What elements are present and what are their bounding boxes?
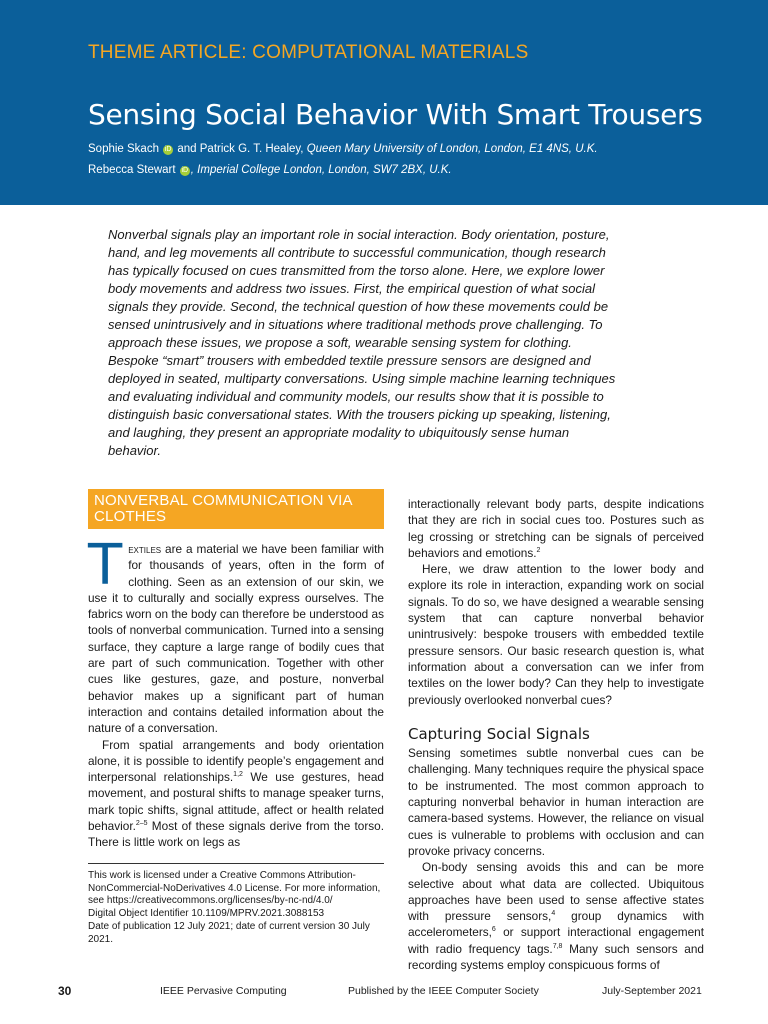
paragraph — [88, 533, 384, 737]
page-number: 30 — [58, 984, 72, 998]
paragraph — [88, 737, 384, 851]
citation[interactable]: 1,2 — [233, 771, 243, 779]
doi-text: Digital Object Identifier 10.1109/MPRV.2021.3088153 — [88, 908, 325, 920]
authors-line-2 — [88, 164, 452, 176]
drop-cap: T — [88, 533, 123, 598]
section-heading: NONVERBAL COMMUNICATION VIA CLOTHES — [88, 489, 384, 529]
paragraph-text: On-body sensing avoids this and can be more selective about what data are collected. Ubiquitous approaches have been used to sense affective states with pressure sensors, — [408, 860, 704, 924]
paragraph — [408, 496, 704, 561]
paragraph: Sensing sometimes subtle nonverbal cues can be challenging. Many techniques require the physical space to be instrumented. The most common approach to capturing nonverbal behavior in human interaction are camera-based systems. However, the reliance on visual cues is vulnerable to problems with occlusion and can provoke privacy concerns. — [408, 746, 704, 858]
paragraph-text: group dynamics with accelerometers, — [408, 909, 705, 940]
authors-line-1 — [88, 143, 598, 155]
paragraph-text: or support interactional engagement with radio frequency tags. — [408, 925, 704, 956]
author-name: Rebecca Stewart — [88, 164, 176, 176]
paragraph-text: We use gestures, head movement, and postural shifts to manage speaker turns, mark topic shifts, signal attitude, affect or health related behavior. — [88, 770, 384, 834]
paragraph-text: interactionally relevant body parts, despite indications that they are rich in social cues too. Postures such as leg crossing or stretching can be signals of perceived behaviors and emotions. — [408, 497, 704, 560]
right-column — [408, 496, 704, 973]
author-names: and Patrick G. T. Healey, — [174, 143, 307, 155]
citation[interactable]: 4 — [551, 910, 556, 918]
citation[interactable]: 7,8 — [552, 942, 563, 950]
paragraph — [408, 859, 704, 973]
paragraph: Here, we draw attention to the lower body and explore its role in interaction, expanding work on social signals. To do so, we have designed a wearable sensing system that can capture nonverbal behavior unintrusively: bespoke trousers with embedded textile pressure sensors. Our basic research question is, what information about a conversation can we infer from textiles on the lower body? Can they help to investigate previously overlooked nonverbal cues? — [408, 562, 704, 707]
small-caps-word: extiles — [128, 542, 162, 556]
orcid-icon[interactable]: iD — [164, 146, 172, 153]
citation[interactable]: 2 — [536, 546, 541, 554]
subsection-heading: Capturing Social Signals — [408, 724, 590, 743]
publication-dates: Date of publication 12 July 2021; date of current version 30 July 2021. — [88, 920, 370, 945]
paragraph-text: are a material we have been familiar with for thousands of years, often in the form of clothing. Seen as an extension of our skin, we use it to culturally and socially express ourselves. The fabrics worn on the body can therefore be understood as tools of nonverbal communication. Turned into a sensing surface, they capture a large range of bodily cues that are part of such communication. Together with other cues like gestures, gaze, and posture, nonverbal behavior makes up a significant part of human interaction and contains detailed information about the nature of a conversation. — [88, 542, 384, 736]
orcid-icon[interactable]: iD — [181, 167, 189, 174]
paragraph-text: Most of these signals derive from the torso. There is little work on legs as — [88, 819, 384, 850]
affiliation: Queen Mary University of London, London, E1 4NS, U.K. — [306, 143, 598, 155]
theme-label: THEME ARTICLE: COMPUTATIONAL MATERIALS — [88, 42, 529, 63]
license-footnote — [88, 863, 384, 946]
left-column — [88, 489, 384, 851]
issue-date: July-September 2021 — [602, 985, 702, 997]
affiliation: , Imperial College London, London, SW7 2BX, U.K. — [190, 164, 452, 176]
citation[interactable]: 2–5 — [135, 820, 148, 828]
license-text: This work is licensed under a Creative Commons Attribution-NonCommercial-NoDerivatives 4.0 License. For more information, see https://creativecommons.org/licenses/by-nc-nd/4.0/ — [88, 870, 381, 907]
article-title: Sensing Social Behavior With Smart Trousers — [88, 98, 703, 131]
paragraph-text: Many such sensors and recording systems employ conspicuous forms of — [408, 941, 704, 973]
citation[interactable]: 6 — [491, 926, 496, 934]
publisher: Published by the IEEE Computer Society — [348, 985, 539, 997]
article-header — [0, 0, 768, 205]
author-name: Sophie Skach — [88, 143, 159, 155]
abstract: Nonverbal signals play an important role in social interaction. Body orientation, posture, hand, and leg movements all contribute to successful communication, though research has typically focused on cues transmitted from the torso alone. Here, we explore lower body movements and address two issues. First, the empirical question of what social signals they provide. Second, the technical question of how these movements could be sensed unintrusively and in situations where traditional methods prove challenging. To approach these issues, we propose a soft, wearable sensing system for clothing. Bespoke “smart” trousers with embedded textile pressure sensors are designed and deployed in seated, multiparty conversations. Using simple machine learning techniques and evaluating individual and community models, our results show that it is possible to distinguish basic conversational states. With the trousers picking up speaking, listening, and laughing, they present an appropriate modality to ubiquitously sense human behavior. — [108, 227, 616, 458]
journal-name: IEEE Pervasive Computing — [160, 985, 287, 997]
paragraph-text: From spatial arrangements and body orientation alone, it is possible to identify people’s engagement and interpersonal relationships. — [88, 737, 384, 785]
